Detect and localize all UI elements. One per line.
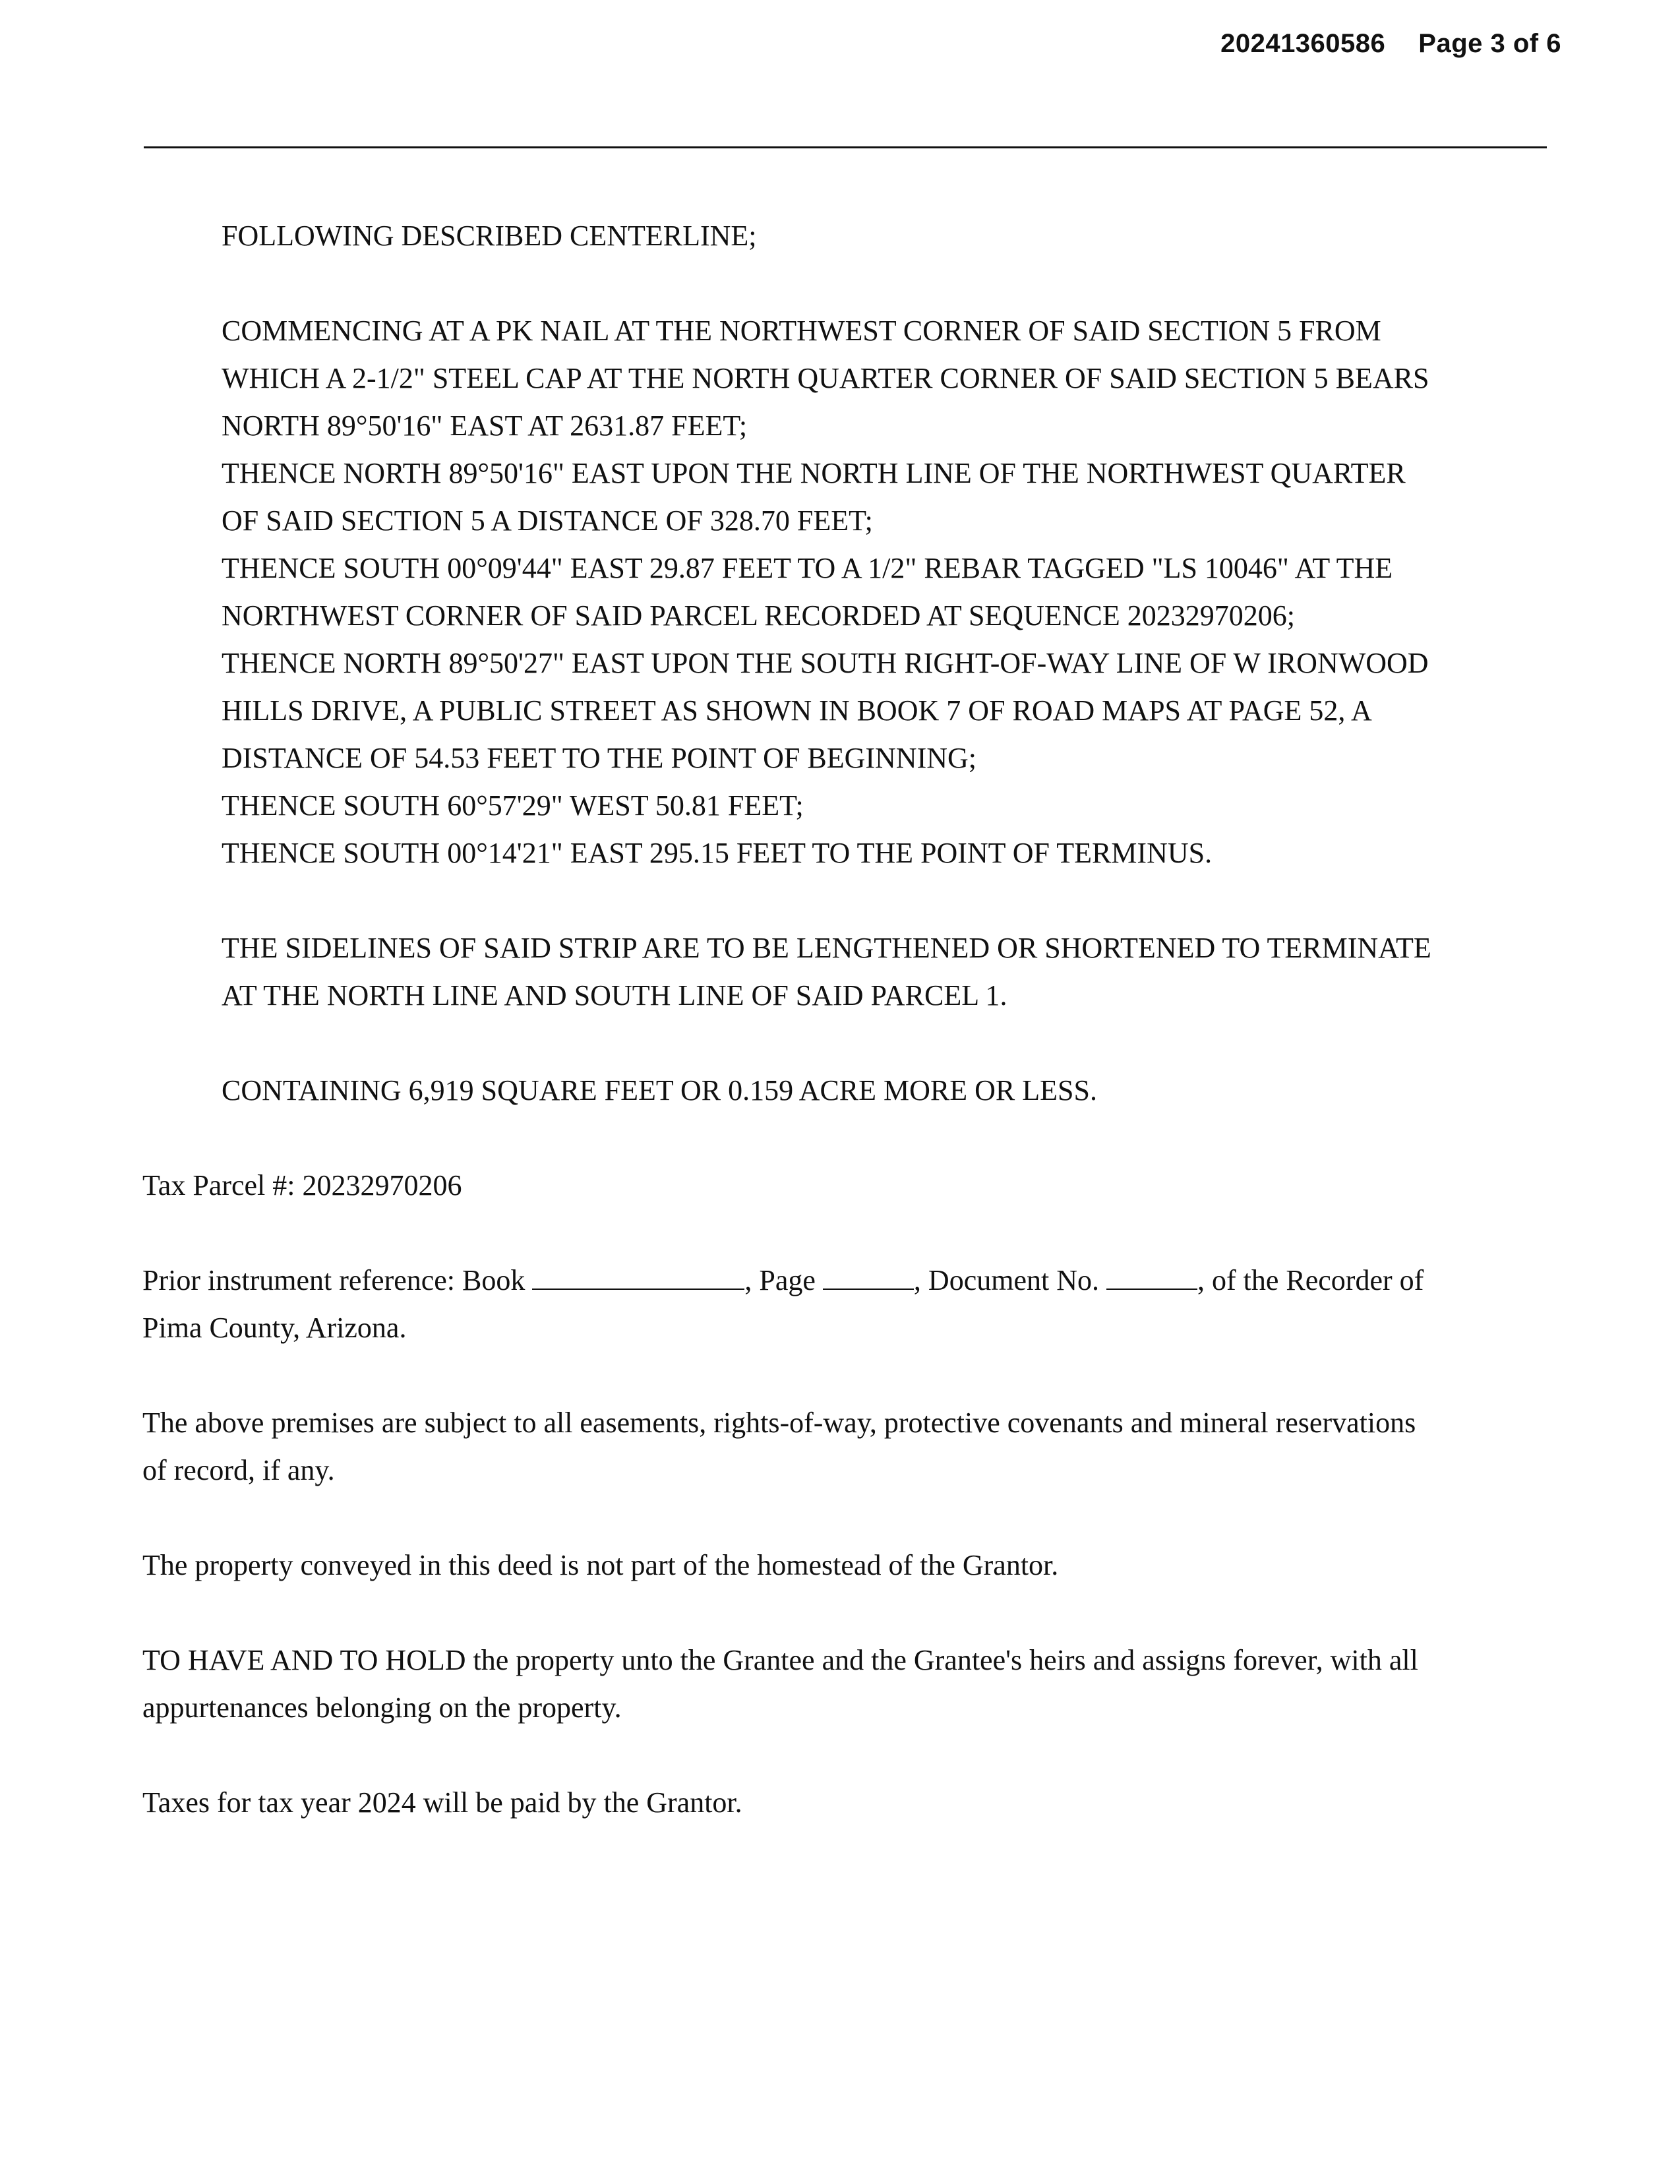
course-line: THENCE SOUTH 00°14'21" EAST 295.15 FEET TO THE POINT OF TERMINUS.	[222, 837, 1213, 869]
containing-area: CONTAINING 6,919 SQUARE FEET OR 0.159 ACRE MORE OR LESS.	[222, 1074, 1097, 1107]
prior-instrument-reference: Prior instrument reference: Book , Page , Document No. , of the Recorder of Pima County, Arizona.	[142, 1264, 1424, 1344]
page-indicator: Page 3 of 6	[1418, 29, 1561, 58]
course-line: WHICH A 2-1/2" STEEL CAP AT THE NORTH QUARTER CORNER OF SAID SECTION 5 BEARS	[222, 362, 1429, 394]
sidelines-paragraph: THE SIDELINES OF SAID STRIP ARE TO BE LENGTHENED OR SHORTENED TO TERMINATE AT THE NORTH LINE AND SOUTH LINE OF SAID PARCEL 1.	[222, 932, 1431, 1012]
homestead-paragraph: The property conveyed in this deed is not part of the homestead of the Grantor.	[142, 1549, 1059, 1581]
page-header	[1220, 29, 1561, 59]
document-number: 20241360586	[1220, 29, 1386, 58]
course-line: THENCE SOUTH 00°09'44" EAST 29.87 FEET TO A 1/2" REBAR TAGGED "LS 10046" AT THE	[222, 552, 1393, 584]
course-line: NORTH 89°50'16" EAST AT 2631.87 FEET;	[222, 410, 748, 442]
course-line: THENCE NORTH 89°50'27" EAST UPON THE SOUTH RIGHT-OF-WAY LINE OF W IRONWOOD	[222, 647, 1429, 679]
course-line: NORTHWEST CORNER OF SAID PARCEL RECORDED AT SEQUENCE 20232970206;	[222, 599, 1295, 632]
legal-description-courses	[222, 307, 1553, 877]
course-line: HILLS DRIVE, A PUBLIC STREET AS SHOWN IN BOOK 7 OF ROAD MAPS AT PAGE 52, A	[222, 694, 1372, 727]
habendum-paragraph: TO HAVE AND TO HOLD the property unto the Grantee and the Grantee's heirs and assigns forever, with all appurtenances belonging on the property.	[142, 1644, 1418, 1724]
course-line: DISTANCE OF 54.53 FEET TO THE POINT OF BEGINNING;	[222, 742, 977, 774]
page-blank	[823, 1266, 914, 1290]
course-line: THENCE SOUTH 60°57'29" WEST 50.81 FEET;	[222, 789, 804, 822]
header-divider	[144, 146, 1547, 148]
course-line: THENCE NORTH 89°50'16" EAST UPON THE NORTH LINE OF THE NORTHWEST QUARTER	[222, 457, 1406, 489]
course-line: COMMENCING AT A PK NAIL AT THE NORTHWEST CORNER OF SAID SECTION 5 FROM	[222, 315, 1381, 347]
tax-parcel: Tax Parcel #: 20232970206	[142, 1169, 462, 1201]
course-line: OF SAID SECTION 5 A DISTANCE OF 328.70 FEET;	[222, 504, 873, 537]
taxes-paragraph: Taxes for tax year 2024 will be paid by the Grantor.	[142, 1786, 742, 1819]
easements-paragraph: The above premises are subject to all easements, rights-of-way, protective covenants and mineral reservations of record, if any.	[142, 1407, 1416, 1486]
legal-description-intro: FOLLOWING DESCRIBED CENTERLINE;	[222, 220, 757, 252]
document-number-blank	[1106, 1266, 1197, 1290]
book-blank	[532, 1266, 744, 1290]
